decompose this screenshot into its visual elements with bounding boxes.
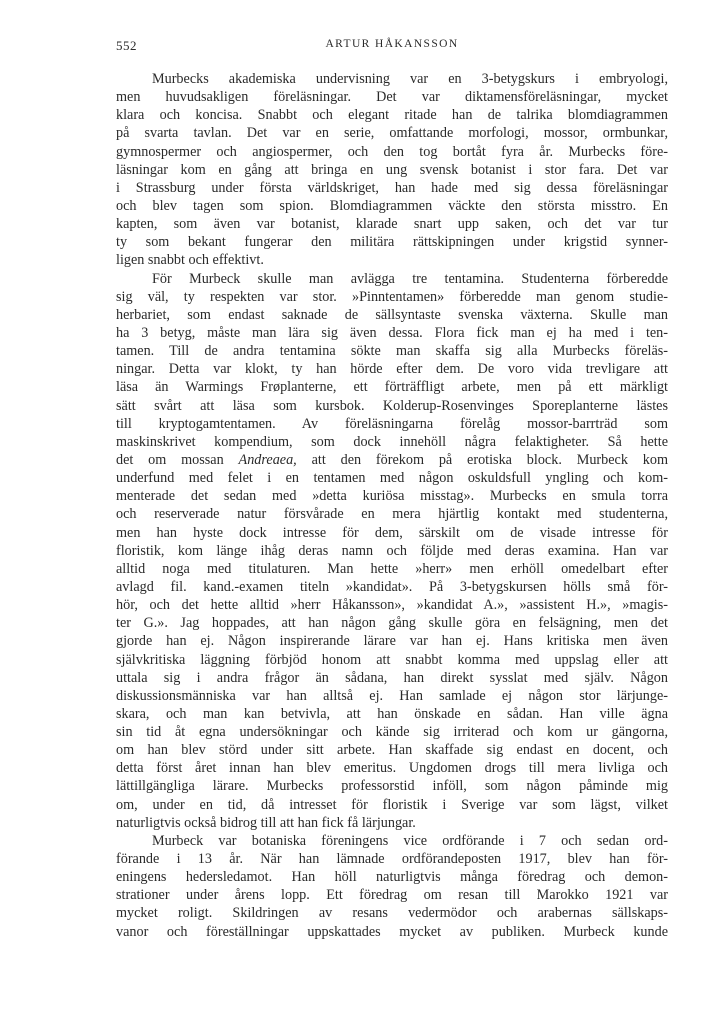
text-line-with-italic bbox=[116, 451, 668, 469]
text-line: underfund med felet i en tentamen med någon oskuldsfull yngling och kom- bbox=[116, 470, 668, 487]
text-line: hör, och det hette alltid »herr Håkansson», »kandidat A.», »assistent H.», »magis- bbox=[116, 597, 668, 614]
text-line: i Strassburg under första världskriget, han hade med sig dessa föreläsningar bbox=[116, 179, 668, 196]
body-text bbox=[116, 70, 668, 959]
text-line: diskussionsmänniska var han alltså ej. Han samlade ej någon stor lärjunge- bbox=[116, 687, 668, 704]
text-line: ty som bekant fungerar den militära rättskipningen under krigstid synner- bbox=[116, 234, 668, 251]
text-fragment: att den förekom på erotiska block. Murbeck kom bbox=[296, 451, 668, 468]
text-line: sin tid åt egna undersökningar och kände sig irriterad och kom ur gängorna, bbox=[116, 724, 668, 741]
text-line: ter G.». Jag hoppades, att han någon gång skulle göra en felsägning, men det bbox=[116, 615, 668, 632]
text-line: Murbecks akademiska undervisning var en 3-betygskurs i embryologi, bbox=[152, 71, 668, 87]
text-line: förande i 13 år. När han lämnade ordförandeposten 1917, blev han för- bbox=[116, 851, 668, 868]
text-line: mycket roligt. Skildringen av resans vedermödor och arabernas sällskaps- bbox=[116, 905, 668, 922]
text-line: läsningar kom en gång att bringa en ung svensk botanist i stor fara. Det var bbox=[116, 161, 668, 178]
text-line: maskinskrivet kompendium, som dock innehöll några felaktigheter. Så hette bbox=[116, 433, 668, 450]
text-line: och reserverade natur försvårade en mera hjärtlig kontakt med studenterna, bbox=[116, 506, 668, 523]
text-line: om, under en tid, då intresset för floristik i Sverige var som lägst, vilket bbox=[116, 796, 668, 813]
text-line: på svarta tavlan. Det var en serie, omfattande morfologi, mossor, ormbunkar, bbox=[116, 125, 668, 142]
text-line: men han hyste dock intresse för dem, särskilt om de visade intresse för bbox=[116, 524, 668, 541]
text-line: läsa än Warmings Frøplanterne, ett förträffligt arbete, men på ett märkligt bbox=[116, 379, 668, 396]
text-line: klara och koncisa. Snabbt och elegant ritade han de talrika blomdiagrammen bbox=[116, 107, 668, 124]
text-line: ligen snabbt och effektivt. bbox=[116, 252, 264, 269]
text-line: sig väl, ty respekten var stor. »Pinntentamen» förberedde man genom studie- bbox=[116, 288, 668, 305]
text-line: strationer under årens lopp. Ett föredrag om resan till Marokko 1921 var bbox=[116, 887, 668, 904]
text-line: om han blev störd under sitt arbete. Han skaffade sig endast en docent, och bbox=[116, 742, 668, 759]
text-fragment: det om mossan bbox=[116, 451, 239, 468]
text-line: men huvudsakligen föreläsningar. Det var diktamensföreläsningar, mycket bbox=[116, 89, 668, 106]
text-line: kapten, som även var botanist, klarade snart upp saken, och det var tur bbox=[116, 216, 668, 233]
text-line: ningar. Detta var klokt, ty han hörde efter dem. De voro vida trevligare att bbox=[116, 361, 668, 378]
text-line: eningens hedersledamot. Han höll naturligtvis många föredrag och demon- bbox=[116, 869, 668, 886]
text-line: ha 3 betyg, måste man lära sig även dessa. Flora fick man ej ha med i ten- bbox=[116, 324, 668, 341]
text-line: herbariet, som endast saknade de sällsyntaste svenska växterna. Skulle man bbox=[116, 306, 668, 323]
text-line bbox=[116, 941, 668, 959]
text-line: vanor och föreställningar uppskattades mycket av publiken. Murbeck kunde bbox=[116, 923, 668, 940]
page-number: 552 bbox=[116, 38, 137, 53]
text-line: självkritiska läggning förbjöd honom att snabbt komma med uppslag eller att bbox=[116, 651, 668, 668]
text-line: För Murbeck skulle man avlägga tre tentamina. Studenterna förberedde bbox=[152, 270, 668, 287]
text-line: skara, och man kan betvivla, att han önskade en sådan. Han ville ägna bbox=[116, 705, 668, 722]
text-line: naturligtvis också bidrog till att han fick få lärjungar. bbox=[116, 814, 416, 831]
text-line: tamen. Till de andra tentamina sökte man skaffa sig alla Murbecks föreläs- bbox=[116, 343, 668, 360]
text-line: alltid noga med titulaturen. Man hette »herr» men erhöll omedelbart efter bbox=[116, 560, 668, 577]
italic-taxon: Andreaea, bbox=[238, 451, 297, 468]
text-line: avlagd fil. kand.-examen titeln »kandidat». På 3-betygskursen hölls små för- bbox=[116, 578, 668, 595]
text-line: floristik, kom länge ihåg deras namn och följde med deras examina. Han var bbox=[116, 542, 668, 559]
text-line: gjorde han ej. Någon inspirerande lärare var han ej. Hans kritiska men även bbox=[116, 633, 668, 650]
running-head bbox=[116, 38, 668, 58]
text-line: menterade det sedan med »detta kuriösa misstag». Murbecks en smula torra bbox=[116, 488, 668, 505]
text-line: sätt svårt att läsa som kursbok. Kolderup-Rosenvinges Sporeplanterne lästes bbox=[116, 397, 668, 414]
running-title: ARTUR HÅKANSSON bbox=[325, 38, 459, 50]
text-line: till kryptogamtentamen. Av föreläsningarna förelåg mossor-barrträd som bbox=[116, 415, 668, 432]
text-line: detta först året innan han blev emeritus. Ungdomen drogs till mera livliga och bbox=[116, 760, 668, 777]
text-line: lättillgängliga lärare. Murbecks professorstid inföll, som någon påminde mig bbox=[116, 778, 668, 795]
text-line: uttala sig i andra frågor än sådana, han direkt sysslat med själv. Någon bbox=[116, 669, 668, 686]
text-line: Murbeck var botaniska föreningens vice ordförande i 7 och sedan ord- bbox=[152, 832, 668, 849]
text-line: gymnospermer och angiospermer, och den tog bortåt fyra år. Murbecks före- bbox=[116, 143, 668, 160]
text-line: och blev tagen som spion. Blomdiagrammen väckte den största misstro. En bbox=[116, 197, 668, 214]
